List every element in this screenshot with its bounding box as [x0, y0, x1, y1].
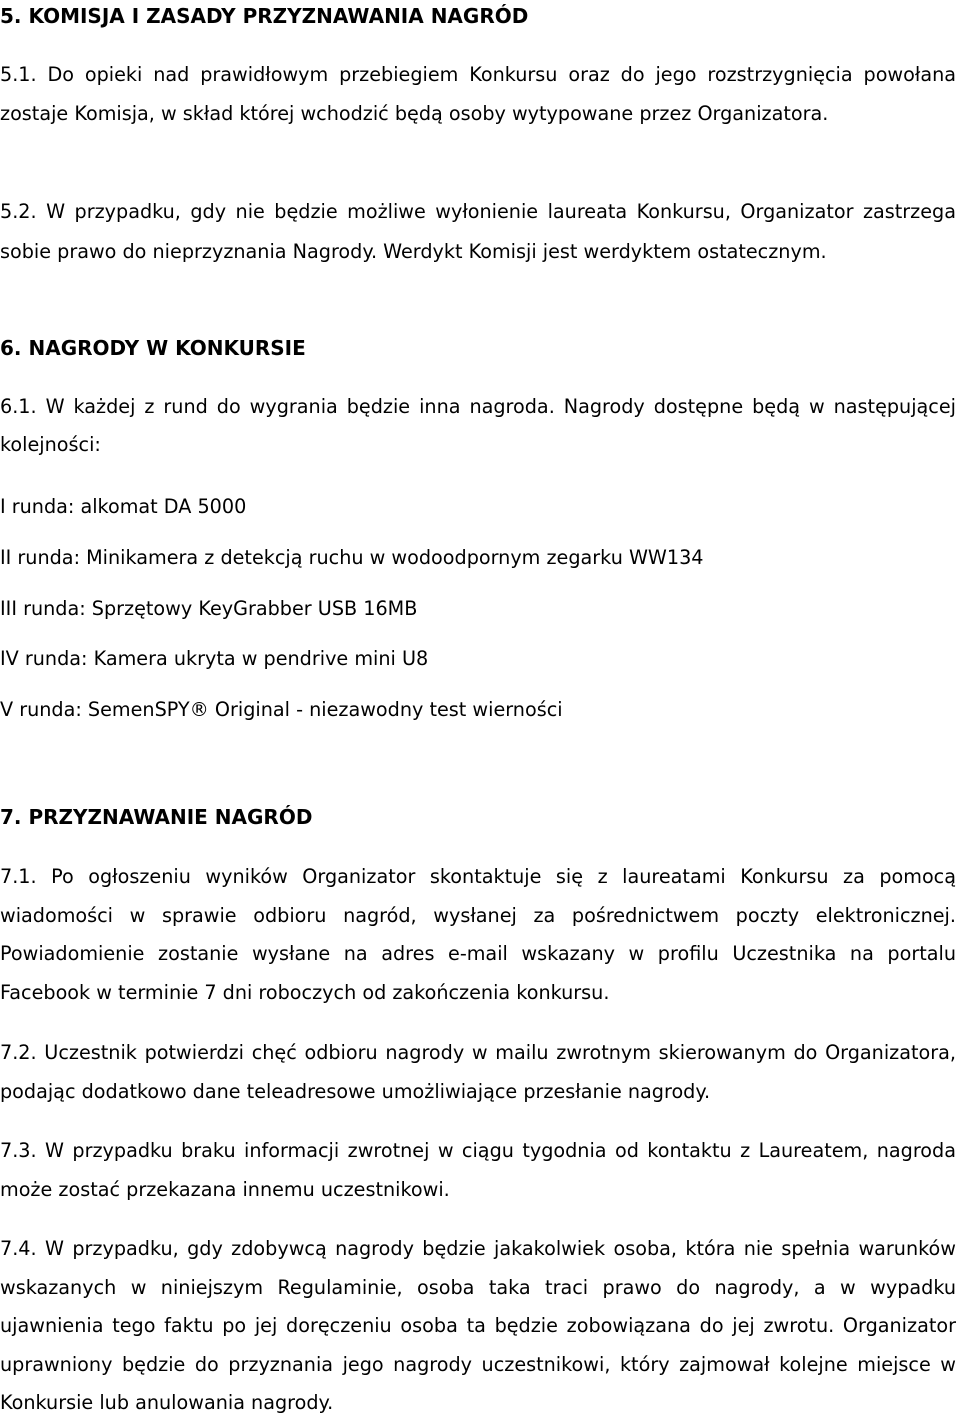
paragraph-7-1: 7.1. Po ogłoszeniu wyników Organizator skontaktuje się z laureatami Konkursu za pomocą wiadomości w sprawie odbioru nagród, wysłanej za pośrednictwem poczty elektronicznej. Powiadomienie zostanie wysłane na adres e-mail wskazany w profilu Uczestnika na portalu Facebook w terminie 7 dni roboczych od zakończenia konkursu. — [0, 865, 956, 1004]
paragraph-7-2: 7.2. Uczestnik potwierdzi chęć odbioru nagrody w mailu zwrotnym skierowanym do Organizatora, podając dodatkowo dane teleadresowe umożliwiające przesłanie nagrody. — [0, 1041, 956, 1103]
prize-item-round-5: V runda: SemenSPY® Original - niezawodny test wierności — [0, 698, 563, 721]
paragraph-7-4: 7.4. W przypadku, gdy zdobywcą nagrody będzie jakakolwiek osoba, która nie spełnia warunków wskazanych w niniejszym Regulaminie, osoba taka traci prawo do nagrody, a w wypadku ujawnienia tego faktu po jej doręczeniu osoba ta będzie zobowiązana do jej zwrotu. Organizator uprawniony będzie do przyznania jego nagrody uczestnikowi, który zajmował kolejne miejsce w Konkursie lub anulowania nagrody. — [0, 1237, 956, 1415]
prize-item-round-2: II runda: Minikamera z detekcją ruchu w wodoodpornym zegarku WW134 — [0, 546, 704, 569]
paragraph-5-2: 5.2. W przypadku, gdy nie będzie możliwe wyłonienie laureata Konkursu, Organizator zastrzega sobie prawo do nieprzyznania Nagrody. Werdykt Komisji jest werdyktem ostatecznym. — [0, 200, 956, 263]
paragraph-5-1: 5.1. Do opieki nad prawidłowym przebiegiem Konkursu oraz do jego rozstrzygnięcia powołana zostaje Komisja, w skład której wchodzić będą osoby wytypowane przez Organizatora. — [0, 63, 956, 125]
prize-item-round-3: III runda: Sprzętowy KeyGrabber USB 16MB — [0, 597, 418, 620]
prize-item-round-1: I runda: alkomat DA 5000 — [0, 495, 247, 518]
paragraph-7-3: 7.3. W przypadku braku informacji zwrotnej w ciągu tygodnia od kontaktu z Laureatem, nagroda może zostać przekazana innemu uczestnikowi. — [0, 1139, 956, 1201]
section-5-heading: 5. KOMISJA I ZASADY PRZYZNAWANIA NAGRÓD — [0, 4, 529, 28]
section-6-heading: 6. NAGRODY W KONKURSIE — [0, 336, 306, 360]
prize-item-round-4: IV runda: Kamera ukryta w pendrive mini U8 — [0, 647, 429, 670]
section-7-heading: 7. PRZYZNAWANIE NAGRÓD — [0, 805, 313, 829]
paragraph-6-1: 6.1. W każdej z rund do wygrania będzie inna nagroda. Nagrody dostępne będą w następującej kolejności: — [0, 395, 956, 457]
